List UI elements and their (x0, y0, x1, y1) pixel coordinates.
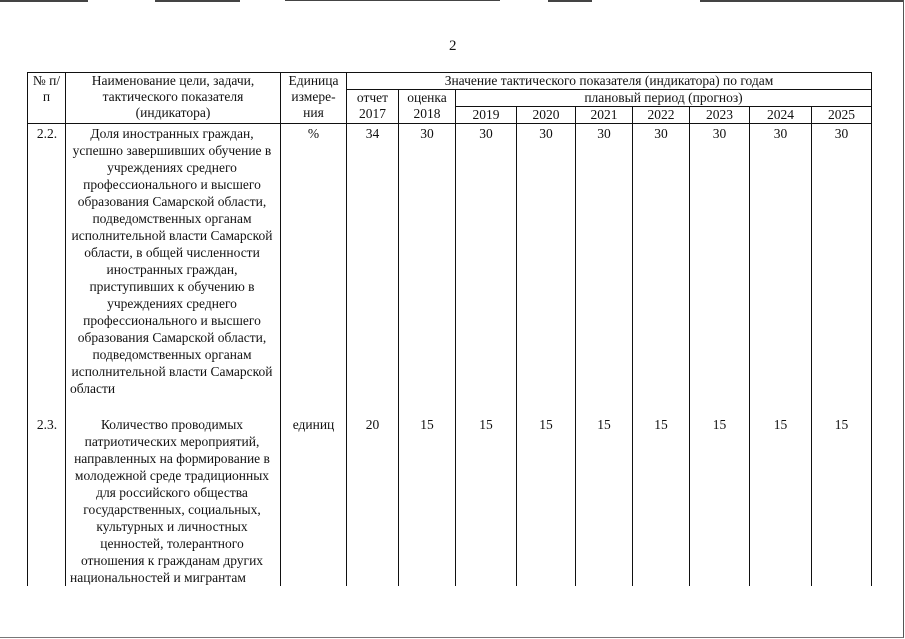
value-cell: 30 (517, 124, 576, 398)
header-plan-period: плановый период (прогноз) (456, 90, 872, 107)
value-cell: 30 (812, 124, 872, 398)
row-number: 2.2. (28, 124, 66, 398)
value-cell: 30 (633, 124, 690, 398)
header-estimate-cell (399, 90, 456, 124)
header-num: № п/п (28, 73, 66, 124)
scan-edge-mark (548, 0, 592, 2)
header-year: 2020 (517, 107, 576, 124)
value-cell: 15 (576, 415, 633, 586)
value-cell: 34 (347, 124, 399, 398)
header-report-cell (347, 90, 399, 124)
value-cell: 30 (399, 124, 456, 398)
unit-cell: единиц (281, 415, 347, 586)
header-year: 2021 (576, 107, 633, 124)
value-cell: 15 (690, 415, 750, 586)
header-year: 2019 (456, 107, 517, 124)
value-cell: 15 (750, 415, 812, 586)
indicator-name: Доля иностранных граждан, успешно завершивших обучение в учреждениях среднего профессионального и высшего образования Самарской области, подведомственных органам исполнительной власти Самарской области, в общей численности иностранных граждан, приступивших к обучению в учреждениях среднего профессионального и высшего образования Самарской области, подведомственных органам исполнительной власти Самарской области (66, 124, 281, 398)
value-cell: 30 (750, 124, 812, 398)
scan-edge-mark (285, 0, 500, 1)
header-name: Наименование цели, задачи, тактического показателя (индикатора) (66, 73, 281, 124)
unit-cell: % (281, 124, 347, 398)
header-year: 2023 (690, 107, 750, 124)
value-cell: 15 (399, 415, 456, 586)
indicator-table-wrapper (27, 72, 872, 586)
scan-edge-mark (155, 0, 240, 2)
header-year: 2025 (812, 107, 872, 124)
indicator-table (27, 72, 872, 586)
header-estimate: оценка (407, 90, 447, 105)
header-report: отчет (356, 90, 389, 105)
value-cell: 30 (456, 124, 517, 398)
value-cell: 15 (517, 415, 576, 586)
value-cell: 15 (812, 415, 872, 586)
indicator-name: Количество проводимых патриотических мероприятий, направленных на формирование в молодежной среде традиционных для российского общества государственных, социальных, культурных и личностных ценностей, толерантного отношения к гражданам других национальностей и мигрантам (66, 415, 281, 586)
row-spacer (28, 397, 872, 415)
table-row (28, 415, 872, 586)
value-cell: 30 (576, 124, 633, 398)
header-values-group: Значение тактического показателя (индикатора) по годам (347, 73, 872, 90)
header-year: 2018 (413, 106, 441, 121)
header-year: 2017 (359, 106, 386, 121)
value-cell: 30 (690, 124, 750, 398)
value-cell: 15 (633, 415, 690, 586)
header-year: 2024 (750, 107, 812, 124)
header-year: 2022 (633, 107, 690, 124)
row-number: 2.3. (28, 415, 66, 586)
table-row (28, 124, 872, 398)
value-cell: 15 (456, 415, 517, 586)
header-unit: Единица измере-ния (281, 73, 347, 124)
scan-edge-mark (0, 0, 88, 2)
scan-edge-mark (700, 0, 903, 2)
value-cell: 20 (347, 415, 399, 586)
page-number: 2 (449, 38, 457, 54)
